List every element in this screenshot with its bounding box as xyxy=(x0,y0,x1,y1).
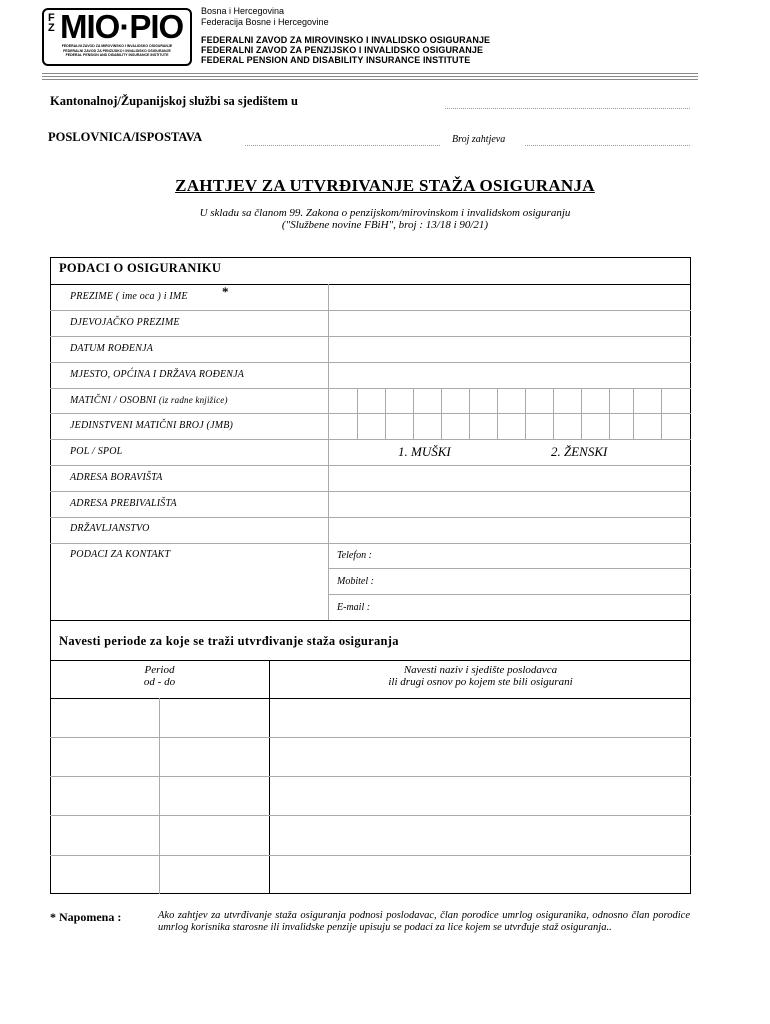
permanent-address-field[interactable] xyxy=(329,492,690,517)
request-number-label: Broj zahtjeva xyxy=(452,134,506,145)
digit-box-divider xyxy=(441,388,442,413)
required-asterisk: * xyxy=(222,284,229,299)
period-to-field[interactable] xyxy=(160,699,269,737)
digit-box-divider xyxy=(633,413,634,439)
contact-label: PODACI ZA KONTAKT xyxy=(70,549,171,560)
jmb-label: JEDINSTVENI MATIČNI BROJ (JMB) xyxy=(70,420,234,431)
digit-box-divider xyxy=(581,388,582,413)
branch-field[interactable] xyxy=(245,145,440,146)
cantonal-service-label: Kantonalnoj/Županijskoj službi sa sjedištem u xyxy=(50,94,298,108)
federation-name: Federacija Bosne i Hercegovine xyxy=(201,17,329,27)
digit-box-divider xyxy=(581,413,582,439)
residence-address-field[interactable] xyxy=(329,466,690,491)
row-divider xyxy=(50,439,691,440)
maiden-name-label: DJEVOJAČKO PREZIME xyxy=(70,317,180,328)
institute-name-1: FEDERALNI ZAVOD ZA MIROVINSKO I INVALIDSKO OSIGURANJE xyxy=(201,35,491,45)
residence-address-label: ADRESA BORAVIŠTA xyxy=(70,472,163,483)
surname-name-field[interactable] xyxy=(329,285,690,310)
digit-box-divider xyxy=(413,413,414,439)
gender-option-female[interactable]: 2. ŽENSKI xyxy=(551,444,608,459)
employer-column-header xyxy=(270,664,691,688)
insured-section-title: PODACI O OSIGURANIKU xyxy=(59,261,222,275)
birth-place-label: MJESTO, OPĆINA I DRŽAVA ROĐENJA xyxy=(70,369,245,380)
mobile-label: Mobitel : xyxy=(337,576,374,587)
country-name: Bosna i Hercegovina xyxy=(201,6,285,16)
period-from-field[interactable] xyxy=(51,699,159,737)
citizenship-label: DRŽAVLJANSTVO xyxy=(70,523,150,534)
row-divider xyxy=(328,568,691,569)
periods-column-divider xyxy=(269,660,270,894)
branch-label: POSLOVNICA/ISPOSTAVA xyxy=(48,130,203,144)
surname-name-label: PREZIME ( ime oca ) i IME xyxy=(70,291,188,302)
digit-box-divider xyxy=(441,413,442,439)
logo-small-text: FEDERALNI ZAVOD ZA MIROVINSKO I INVALIDSKO OSIGURANJE FEDERALNI ZAVOD ZA PENZIJSKO I INVALIDSKO OSIGURANJE FEDERAL PENSION AND DISABILITY INSURANCE INSTITUTE xyxy=(61,44,173,58)
digit-box-divider xyxy=(609,413,610,439)
birth-date-field[interactable] xyxy=(329,337,690,362)
digit-box-divider xyxy=(385,388,386,413)
header-divider xyxy=(42,73,698,74)
note-label: * Napomena : xyxy=(50,910,122,924)
employer-header-line-1: Navesti naziv i sjedište poslodavca xyxy=(403,664,558,676)
period-row-divider xyxy=(50,776,691,777)
digit-box-divider xyxy=(497,413,498,439)
cantonal-seat-field[interactable] xyxy=(445,108,690,109)
period-row-divider xyxy=(50,737,691,738)
legal-basis-line-1: U skladu sa članom 99. Zakona o penzijskom/mirovinskom i invalidskom osiguranju xyxy=(199,207,571,219)
maiden-name-field[interactable] xyxy=(329,311,690,336)
header-divider xyxy=(42,76,698,77)
digit-box-divider xyxy=(525,413,526,439)
logo-fz-mark: F Z xyxy=(48,12,55,34)
digit-box-divider xyxy=(609,388,610,413)
phone-label: Telefon : xyxy=(337,550,372,561)
period-header-line-2: od - do xyxy=(143,676,176,688)
legal-basis-line-2: ("Službene novine FBiH", broj : 13/18 i 90/21) xyxy=(281,219,489,231)
birth-date-label: DATUM ROĐENJA xyxy=(70,343,154,354)
row-divider xyxy=(50,413,691,414)
citizenship-field[interactable] xyxy=(329,518,690,543)
digit-box-divider xyxy=(553,413,554,439)
gender-option-male[interactable]: 1. MUŠKI xyxy=(398,444,451,459)
employer-header-line-2: ili drugi osnov po kojem ste bili osigurani xyxy=(388,676,573,688)
note-text: Ako zahtjev za utvrđivanje staža osiguranja podnosi poslodavac, član porodice umrlog osiguranika, odnosno član porodice umrlog korisnika starosne ili invalidske penzije upisuju se podaci za lice kojem se utvrđuje staž osiguranja.. xyxy=(158,910,690,933)
birth-place-field[interactable] xyxy=(329,363,690,388)
digit-box-divider xyxy=(661,388,662,413)
digit-box-divider xyxy=(385,413,386,439)
registry-number-note: (iz radne knjižice) xyxy=(158,395,228,405)
periods-section-title: Navesti periode za koje se traži utvrđivanje staža osiguranja xyxy=(59,634,399,648)
row-divider xyxy=(328,594,691,595)
mio-pio-logo xyxy=(42,8,192,66)
digit-box-divider xyxy=(633,388,634,413)
header-divider xyxy=(42,79,698,80)
row-divider xyxy=(50,543,691,544)
digit-box-divider xyxy=(469,413,470,439)
employer-field[interactable] xyxy=(270,699,690,737)
digit-box-divider xyxy=(661,413,662,439)
email-label: E-mail : xyxy=(337,602,371,613)
digit-box-divider xyxy=(357,413,358,439)
institute-name-3: FEDERAL PENSION AND DISABILITY INSURANCE INSTITUTE xyxy=(201,55,471,65)
digit-box-divider xyxy=(357,388,358,413)
digit-box-divider xyxy=(553,388,554,413)
row-divider xyxy=(50,388,691,389)
form-title: ZAHTJEV ZA UTVRĐIVANJE STAŽA OSIGURANJA xyxy=(175,176,595,195)
institute-name-2: FEDERALNI ZAVOD ZA PENZIJSKO I INVALIDSKO OSIGURANJE xyxy=(201,45,484,55)
registry-number-text: MATIČNI / OSOBNI xyxy=(70,395,157,406)
digit-box-divider xyxy=(413,388,414,413)
periods-table xyxy=(50,620,691,894)
periods-header-divider xyxy=(50,660,691,661)
digit-box-divider xyxy=(525,388,526,413)
period-column-header xyxy=(50,664,269,688)
gender-label: POL / SPOL xyxy=(70,446,123,457)
period-header-line-1: Period xyxy=(144,664,175,676)
registry-number-label xyxy=(70,395,228,406)
digit-box-divider xyxy=(497,388,498,413)
period-row-divider xyxy=(50,855,691,856)
digit-box-divider xyxy=(469,388,470,413)
period-row-divider xyxy=(50,815,691,816)
request-number-field[interactable] xyxy=(525,145,690,146)
permanent-address-label: ADRESA PREBIVALIŠTA xyxy=(70,498,177,509)
logo-name: MIO·PIO xyxy=(60,8,184,45)
